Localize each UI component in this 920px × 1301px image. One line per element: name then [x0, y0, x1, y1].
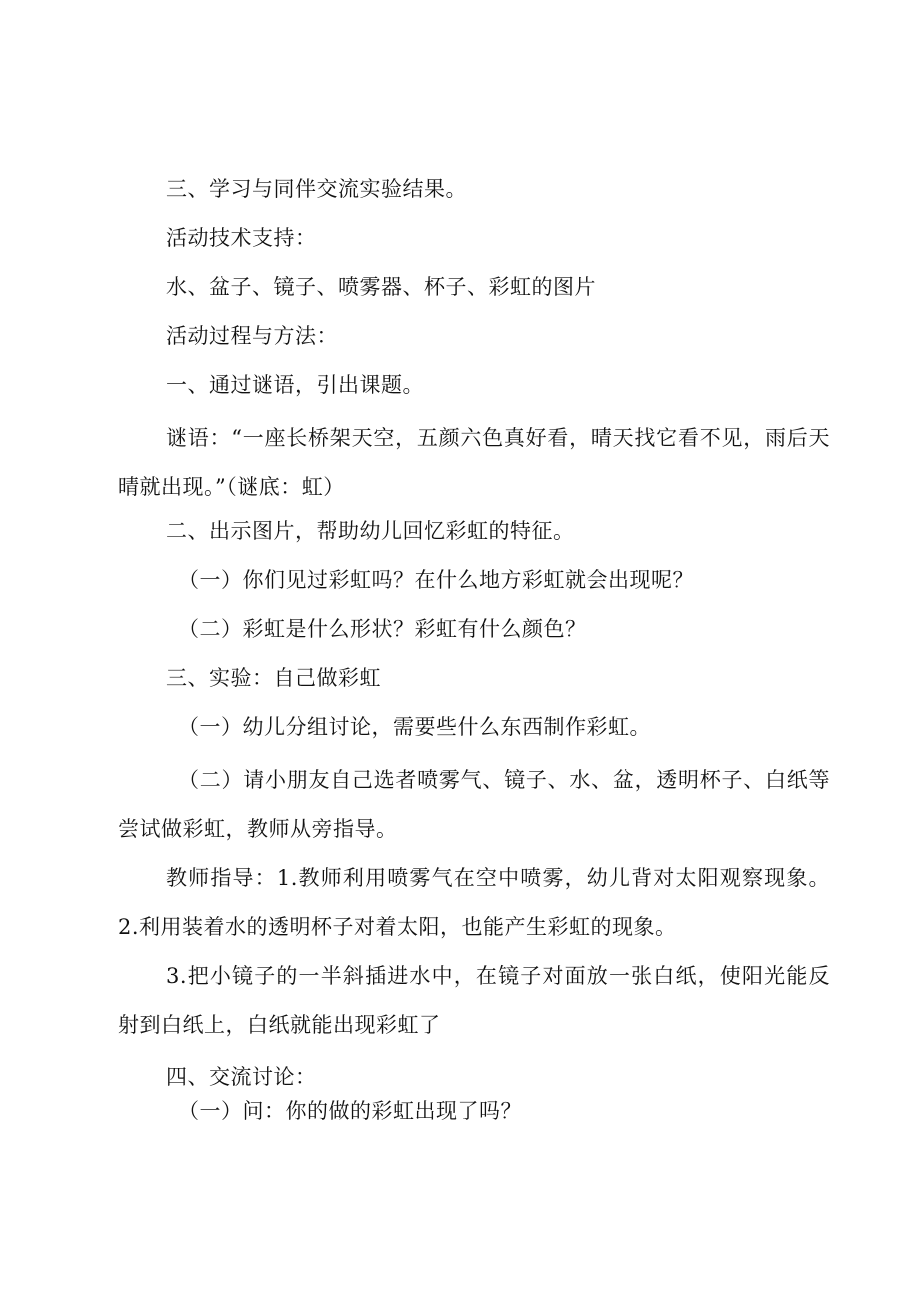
experiment-item-2-paragraph: （二）请小朋友自己选者喷雾气、镜子、水、盆，透明杯子、白纸等尝试做彩虹，教师从旁指导。	[118, 768, 830, 841]
mirror-method-paragraph: 3.把小镜子的一半斜插进水中，在镜子对面放一张白纸，使阳光能反射到白纸上，白纸就能出现彩虹了	[118, 964, 830, 1037]
step-2-picture-heading: 二、出示图片，帮助幼儿回忆彩虹的特征。	[166, 519, 575, 543]
step-3-experiment-heading: 三、实验：自己做彩虹	[166, 666, 381, 690]
section-heading-3-exchange: 三、学习与同伴交流实验结果。	[166, 177, 467, 201]
step-4-discussion-heading: 四、交流讨论：	[166, 1065, 317, 1089]
activity-process-heading: 活动过程与方法：	[166, 324, 338, 348]
materials-list: 水、盆子、镜子、喷雾器、杯子、彩虹的图片	[166, 275, 596, 299]
discussion-question-1: （一）问：你的做的彩虹出现了吗？	[178, 1099, 522, 1123]
question-1: （一）你们见过彩虹吗？在什么地方彩虹就会出现呢？	[178, 568, 694, 592]
step-1-riddle-heading: 一、通过谜语，引出课题。	[166, 373, 424, 397]
teacher-guidance-paragraph: 教师指导：1.教师利用喷雾气在空中喷雾，幼儿背对太阳观察现象。2.利用装着水的透明杯子对着太阳，也能产生彩虹的现象。	[118, 866, 830, 939]
question-2: （二）彩虹是什么形状？彩虹有什么颜色？	[178, 617, 587, 641]
experiment-item-1: （一）幼儿分组讨论，需要些什么东西制作彩虹。	[178, 715, 651, 739]
riddle-paragraph: 谜语：“一座长桥架天空，五颜六色真好看，晴天找它看不见，雨后天晴就出现。”（谜底：虹）	[118, 426, 830, 499]
activity-support-heading: 活动技术支持：	[166, 226, 317, 250]
